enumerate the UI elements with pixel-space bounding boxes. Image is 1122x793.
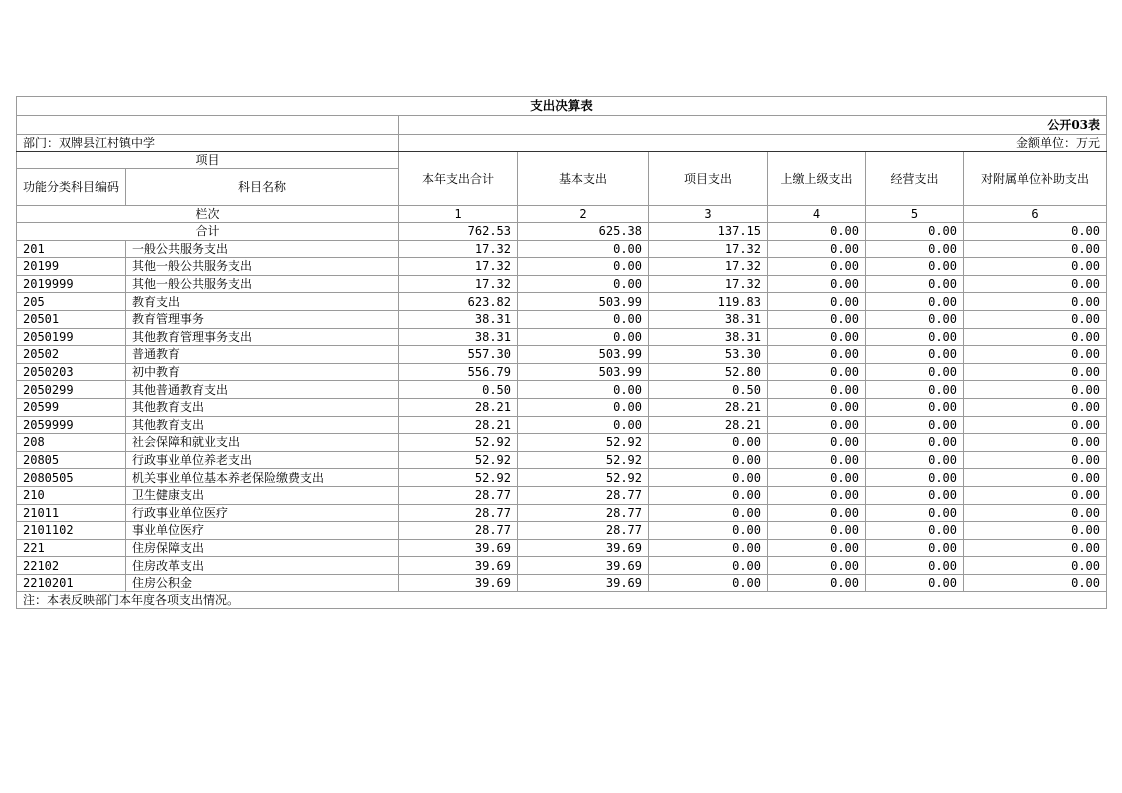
row-value: 0.00 bbox=[768, 346, 866, 364]
row-value: 0.00 bbox=[964, 310, 1107, 328]
table-row bbox=[17, 328, 1107, 346]
row-value: 53.30 bbox=[649, 346, 768, 364]
row-name: 住房公积金 bbox=[126, 574, 399, 592]
total-value: 0.00 bbox=[768, 223, 866, 241]
row-value: 0.00 bbox=[768, 469, 866, 487]
row-value: 28.77 bbox=[518, 522, 649, 540]
department-label: 部门：双牌县江村镇中学 bbox=[17, 135, 399, 152]
row-value: 17.32 bbox=[399, 275, 518, 293]
row-value: 0.00 bbox=[768, 258, 866, 276]
row-value: 39.69 bbox=[518, 539, 649, 557]
row-name: 其他普通教育支出 bbox=[126, 381, 399, 399]
row-value: 503.99 bbox=[518, 346, 649, 364]
row-value: 0.00 bbox=[866, 346, 964, 364]
index-num-3: 3 bbox=[649, 206, 768, 223]
row-value: 0.00 bbox=[964, 522, 1107, 540]
index-num-5: 5 bbox=[866, 206, 964, 223]
table-row bbox=[17, 434, 1107, 452]
row-value: 28.77 bbox=[518, 504, 649, 522]
row-value: 17.32 bbox=[399, 240, 518, 258]
row-value: 0.00 bbox=[964, 557, 1107, 575]
table-row bbox=[17, 346, 1107, 364]
row-code: 20502 bbox=[17, 346, 126, 364]
table-row bbox=[17, 522, 1107, 540]
row-value: 0.00 bbox=[518, 310, 649, 328]
row-code: 2019999 bbox=[17, 275, 126, 293]
row-name: 住房改革支出 bbox=[126, 557, 399, 575]
row-value: 0.00 bbox=[649, 504, 768, 522]
row-value: 0.00 bbox=[866, 469, 964, 487]
row-code: 2059999 bbox=[17, 416, 126, 434]
row-value: 0.00 bbox=[964, 328, 1107, 346]
row-value: 0.00 bbox=[518, 240, 649, 258]
total-value: 0.00 bbox=[964, 223, 1107, 241]
row-code: 2210201 bbox=[17, 574, 126, 592]
table-row bbox=[17, 363, 1107, 381]
header-code: 功能分类科目编码 bbox=[17, 169, 126, 206]
row-value: 503.99 bbox=[518, 293, 649, 311]
footnote: 注：本表反映部门本年度各项支出情况。 bbox=[17, 592, 1107, 609]
row-value: 0.00 bbox=[866, 258, 964, 276]
header-col-6: 对附属单位补助支出 bbox=[964, 152, 1107, 206]
row-name: 社会保障和就业支出 bbox=[126, 434, 399, 452]
row-value: 39.69 bbox=[518, 574, 649, 592]
row-code: 2050299 bbox=[17, 381, 126, 399]
row-value: 0.00 bbox=[866, 574, 964, 592]
row-value: 0.00 bbox=[649, 486, 768, 504]
table-title: 支出决算表 bbox=[17, 97, 1107, 116]
header-col-5: 经营支出 bbox=[866, 152, 964, 206]
row-value: 52.80 bbox=[649, 363, 768, 381]
total-value: 762.53 bbox=[399, 223, 518, 241]
row-value: 0.00 bbox=[768, 522, 866, 540]
row-value: 0.00 bbox=[649, 451, 768, 469]
form-number: 公开03表 bbox=[399, 116, 1107, 135]
row-value: 0.00 bbox=[649, 539, 768, 557]
row-value: 0.00 bbox=[768, 398, 866, 416]
row-code: 22102 bbox=[17, 557, 126, 575]
header-col-4: 上缴上级支出 bbox=[768, 152, 866, 206]
expenditure-sheet bbox=[16, 96, 1106, 609]
row-value: 0.00 bbox=[768, 275, 866, 293]
row-value: 28.21 bbox=[649, 416, 768, 434]
row-code: 201 bbox=[17, 240, 126, 258]
header-col-3: 项目支出 bbox=[649, 152, 768, 206]
table-row bbox=[17, 293, 1107, 311]
row-value: 503.99 bbox=[518, 363, 649, 381]
row-name: 其他一般公共服务支出 bbox=[126, 275, 399, 293]
row-value: 0.00 bbox=[866, 310, 964, 328]
row-value: 0.50 bbox=[649, 381, 768, 399]
row-code: 2050199 bbox=[17, 328, 126, 346]
table-row bbox=[17, 486, 1107, 504]
row-value: 0.00 bbox=[866, 539, 964, 557]
row-name: 教育支出 bbox=[126, 293, 399, 311]
row-value: 52.92 bbox=[518, 469, 649, 487]
table-row bbox=[17, 539, 1107, 557]
row-value: 0.00 bbox=[964, 258, 1107, 276]
row-value: 0.00 bbox=[518, 381, 649, 399]
row-value: 39.69 bbox=[399, 574, 518, 592]
row-code: 221 bbox=[17, 539, 126, 557]
row-value: 0.00 bbox=[518, 398, 649, 416]
row-value: 0.00 bbox=[964, 451, 1107, 469]
row-value: 0.00 bbox=[964, 469, 1107, 487]
row-value: 0.00 bbox=[768, 363, 866, 381]
row-value: 39.69 bbox=[518, 557, 649, 575]
row-code: 208 bbox=[17, 434, 126, 452]
expenditure-table bbox=[16, 96, 1107, 609]
row-value: 556.79 bbox=[399, 363, 518, 381]
row-value: 28.21 bbox=[399, 416, 518, 434]
row-value: 0.00 bbox=[964, 574, 1107, 592]
row-value: 0.00 bbox=[518, 275, 649, 293]
row-value: 28.77 bbox=[399, 504, 518, 522]
row-name: 其他教育支出 bbox=[126, 416, 399, 434]
row-name: 卫生健康支出 bbox=[126, 486, 399, 504]
row-value: 0.00 bbox=[964, 346, 1107, 364]
row-value: 0.00 bbox=[866, 451, 964, 469]
row-value: 0.00 bbox=[768, 381, 866, 399]
row-value: 0.00 bbox=[866, 328, 964, 346]
header-col-2: 基本支出 bbox=[518, 152, 649, 206]
row-value: 0.50 bbox=[399, 381, 518, 399]
unit-label: 金额单位：万元 bbox=[399, 135, 1107, 152]
row-name: 其他教育支出 bbox=[126, 398, 399, 416]
row-name: 教育管理事务 bbox=[126, 310, 399, 328]
row-code: 2050203 bbox=[17, 363, 126, 381]
row-code: 2101102 bbox=[17, 522, 126, 540]
row-value: 0.00 bbox=[964, 293, 1107, 311]
row-value: 557.30 bbox=[399, 346, 518, 364]
row-value: 28.77 bbox=[399, 522, 518, 540]
table-row bbox=[17, 275, 1107, 293]
header-col-1: 本年支出合计 bbox=[399, 152, 518, 206]
row-code: 21011 bbox=[17, 504, 126, 522]
table-row bbox=[17, 258, 1107, 276]
row-value: 0.00 bbox=[866, 504, 964, 522]
row-value: 0.00 bbox=[964, 381, 1107, 399]
row-value: 0.00 bbox=[518, 258, 649, 276]
row-value: 0.00 bbox=[964, 539, 1107, 557]
row-code: 20501 bbox=[17, 310, 126, 328]
row-value: 0.00 bbox=[768, 328, 866, 346]
row-value: 0.00 bbox=[866, 293, 964, 311]
row-value: 0.00 bbox=[866, 486, 964, 504]
row-name: 其他一般公共服务支出 bbox=[126, 258, 399, 276]
row-code: 20805 bbox=[17, 451, 126, 469]
table-row bbox=[17, 240, 1107, 258]
total-value: 0.00 bbox=[866, 223, 964, 241]
row-value: 52.92 bbox=[399, 451, 518, 469]
row-value: 0.00 bbox=[768, 451, 866, 469]
row-name: 普通教育 bbox=[126, 346, 399, 364]
row-value: 0.00 bbox=[768, 574, 866, 592]
row-code: 210 bbox=[17, 486, 126, 504]
form-no-spacer bbox=[17, 116, 399, 135]
row-value: 0.00 bbox=[866, 363, 964, 381]
table-row bbox=[17, 310, 1107, 328]
row-name: 机关事业单位基本养老保险缴费支出 bbox=[126, 469, 399, 487]
row-value: 119.83 bbox=[649, 293, 768, 311]
row-code: 20199 bbox=[17, 258, 126, 276]
row-value: 17.32 bbox=[399, 258, 518, 276]
row-name: 行政事业单位医疗 bbox=[126, 504, 399, 522]
table-row bbox=[17, 381, 1107, 399]
row-value: 0.00 bbox=[649, 434, 768, 452]
table-row bbox=[17, 451, 1107, 469]
row-value: 38.31 bbox=[649, 310, 768, 328]
row-value: 0.00 bbox=[768, 504, 866, 522]
total-label: 合计 bbox=[17, 223, 399, 241]
table-row bbox=[17, 504, 1107, 522]
table-row bbox=[17, 557, 1107, 575]
index-num-2: 2 bbox=[518, 206, 649, 223]
row-code: 2080505 bbox=[17, 469, 126, 487]
row-value: 0.00 bbox=[866, 416, 964, 434]
row-value: 0.00 bbox=[649, 557, 768, 575]
row-value: 0.00 bbox=[768, 310, 866, 328]
row-code: 20599 bbox=[17, 398, 126, 416]
row-value: 0.00 bbox=[964, 504, 1107, 522]
row-value: 0.00 bbox=[768, 416, 866, 434]
total-value: 625.38 bbox=[518, 223, 649, 241]
row-value: 28.21 bbox=[649, 398, 768, 416]
row-value: 17.32 bbox=[649, 240, 768, 258]
row-value: 0.00 bbox=[768, 240, 866, 258]
row-value: 39.69 bbox=[399, 539, 518, 557]
index-label: 栏次 bbox=[17, 206, 399, 223]
row-value: 0.00 bbox=[768, 293, 866, 311]
row-name: 住房保障支出 bbox=[126, 539, 399, 557]
row-value: 0.00 bbox=[866, 557, 964, 575]
header-name: 科目名称 bbox=[126, 169, 399, 206]
row-value: 0.00 bbox=[518, 416, 649, 434]
row-value: 38.31 bbox=[399, 310, 518, 328]
row-value: 0.00 bbox=[964, 363, 1107, 381]
row-value: 0.00 bbox=[866, 522, 964, 540]
row-name: 行政事业单位养老支出 bbox=[126, 451, 399, 469]
row-value: 0.00 bbox=[964, 486, 1107, 504]
table-row bbox=[17, 416, 1107, 434]
row-value: 0.00 bbox=[964, 434, 1107, 452]
row-value: 28.21 bbox=[399, 398, 518, 416]
total-value: 137.15 bbox=[649, 223, 768, 241]
row-value: 0.00 bbox=[964, 240, 1107, 258]
row-value: 52.92 bbox=[399, 434, 518, 452]
row-value: 38.31 bbox=[399, 328, 518, 346]
row-value: 0.00 bbox=[866, 434, 964, 452]
table-row bbox=[17, 469, 1107, 487]
row-code: 205 bbox=[17, 293, 126, 311]
row-value: 0.00 bbox=[649, 469, 768, 487]
row-name: 一般公共服务支出 bbox=[126, 240, 399, 258]
table-row bbox=[17, 574, 1107, 592]
index-num-4: 4 bbox=[768, 206, 866, 223]
row-value: 52.92 bbox=[518, 434, 649, 452]
row-name: 其他教育管理事务支出 bbox=[126, 328, 399, 346]
row-value: 28.77 bbox=[399, 486, 518, 504]
row-value: 39.69 bbox=[399, 557, 518, 575]
row-value: 17.32 bbox=[649, 275, 768, 293]
row-value: 0.00 bbox=[964, 398, 1107, 416]
row-name: 事业单位医疗 bbox=[126, 522, 399, 540]
row-value: 52.92 bbox=[518, 451, 649, 469]
row-value: 0.00 bbox=[964, 275, 1107, 293]
row-name: 初中教育 bbox=[126, 363, 399, 381]
table-row bbox=[17, 398, 1107, 416]
index-num-6: 6 bbox=[964, 206, 1107, 223]
row-value: 0.00 bbox=[866, 398, 964, 416]
row-value: 0.00 bbox=[768, 557, 866, 575]
total-row bbox=[17, 223, 1107, 241]
row-value: 0.00 bbox=[866, 275, 964, 293]
row-value: 0.00 bbox=[866, 381, 964, 399]
row-value: 0.00 bbox=[768, 486, 866, 504]
row-value: 0.00 bbox=[649, 574, 768, 592]
row-value: 28.77 bbox=[518, 486, 649, 504]
row-value: 38.31 bbox=[649, 328, 768, 346]
row-value: 623.82 bbox=[399, 293, 518, 311]
row-value: 0.00 bbox=[964, 416, 1107, 434]
row-value: 17.32 bbox=[649, 258, 768, 276]
row-value: 0.00 bbox=[649, 522, 768, 540]
row-value: 0.00 bbox=[518, 328, 649, 346]
index-num-1: 1 bbox=[399, 206, 518, 223]
row-value: 0.00 bbox=[768, 434, 866, 452]
row-value: 0.00 bbox=[768, 539, 866, 557]
row-value: 52.92 bbox=[399, 469, 518, 487]
header-project: 项目 bbox=[17, 152, 399, 169]
row-value: 0.00 bbox=[866, 240, 964, 258]
